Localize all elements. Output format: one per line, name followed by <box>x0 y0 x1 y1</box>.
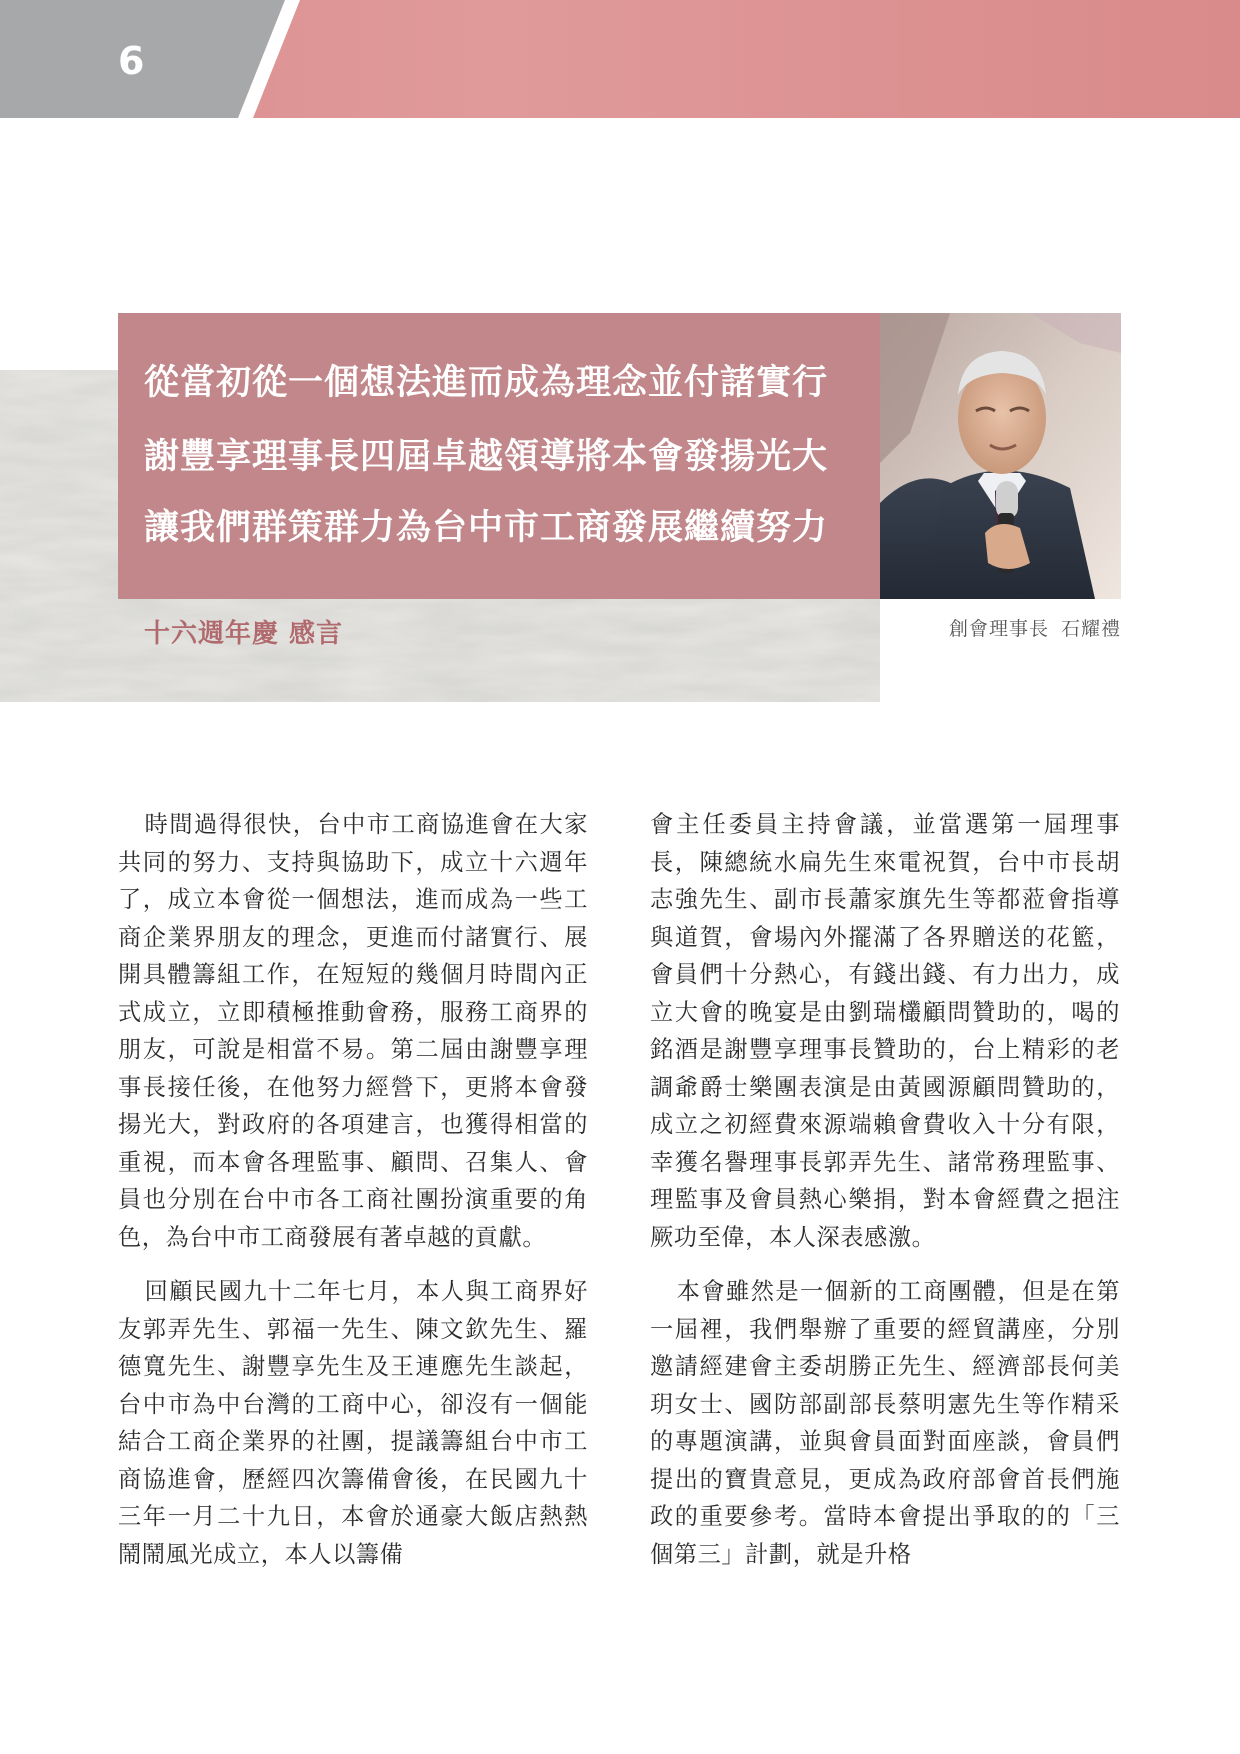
title-line-2: 謝豐享理事長四屆卓越領導將本會發揚光大 <box>144 437 829 477</box>
page-number: 6 <box>118 39 145 83</box>
founder-portrait-photo <box>880 313 1121 599</box>
left-text-column <box>118 806 588 1590</box>
article-subtitle: 十六週年慶 感言 <box>144 619 344 649</box>
caption-name: 石耀禮 <box>1060 618 1121 640</box>
caption-role: 創會理事長 <box>948 618 1049 640</box>
paragraph-4: 本會雖然是一個新的工商團體，但是在第一屆裡，我們舉辦了重要的經貿講座，分別邀請經建會主委胡勝正先生、經濟部長何美玥女士、國防部副部長蔡明憲先生等作精采的專題演講，並與會員面對面座談，會員們提出的寶貴意見，更成為政府部會首長們施政的重要參考。當時本會提出爭取的的「三個第三」計劃，就是升格 <box>650 1278 1120 1568</box>
right-text-column <box>650 806 1120 1590</box>
title-line-3: 讓我們群策群力為台中市工商發展繼續努力 <box>144 508 829 548</box>
photo-caption <box>949 620 1121 639</box>
paragraph-1: 時間過得很快，台中市工商協進會在大家共同的努力、支持與協助下，成立十六週年了，成立本會從一個想法，進而成為一些工商企業界朋友的理念，更進而付諸實行、展開具體籌組工作，在短短的幾個月時間內正式成立，立即積極推動會務，服務工商界的朋友，可說是相當不易。第二屆由謝豐享理事長接任後，在他努力經營下，更將本會發揚光大，對政府的各項建言，也獲得相當的重視，而本會各理監事、顧問、召集人、會員也分別在台中市各工商社團扮演重要的角色，為台中市工商發展有著卓越的貢獻。 <box>118 811 588 1251</box>
paragraph-2: 回顧民國九十二年七月，本人與工商界好友郭弄先生、郭福一先生、陳文欽先生、羅德寬先生、謝豐享先生及王連應先生談起，台中市為中台灣的工商中心，卻沒有一個能結合工商企業界的社團，提議籌組台中市工商協進會，歷經四次籌備會後，在民國九十三年一月二十九日，本會於通豪大飯店熱熱鬧鬧風光成立，本人以籌備 <box>118 1278 588 1568</box>
paragraph-3: 會主任委員主持會議，並當選第一屆理事長，陳總統水扁先生來電祝賀，台中市長胡志強先生、副市長蕭家旗先生等都蒞會指導與道賀，會場內外擺滿了各界贈送的花籃，會員們十分熱心，有錢出錢、有力出力，成立大會的晚宴是由劉瑞欉顧問贊助的，喝的銘酒是謝豐享理事長贊助的，台上精彩的老調爺爵士樂團表演是由黃國源顧問贊助的，成立之初經費來源端賴會費收入十分有限，幸獲名譽理事長郭弄先生、諸常務理監事、理監事及會員熱心樂捐，對本會經費之挹注厥功至偉，本人深表感激。 <box>650 811 1120 1251</box>
portrait-illustration <box>880 313 1121 599</box>
title-line-1: 從當初從一個想法進而成為理念並付諸實行 <box>144 363 829 403</box>
